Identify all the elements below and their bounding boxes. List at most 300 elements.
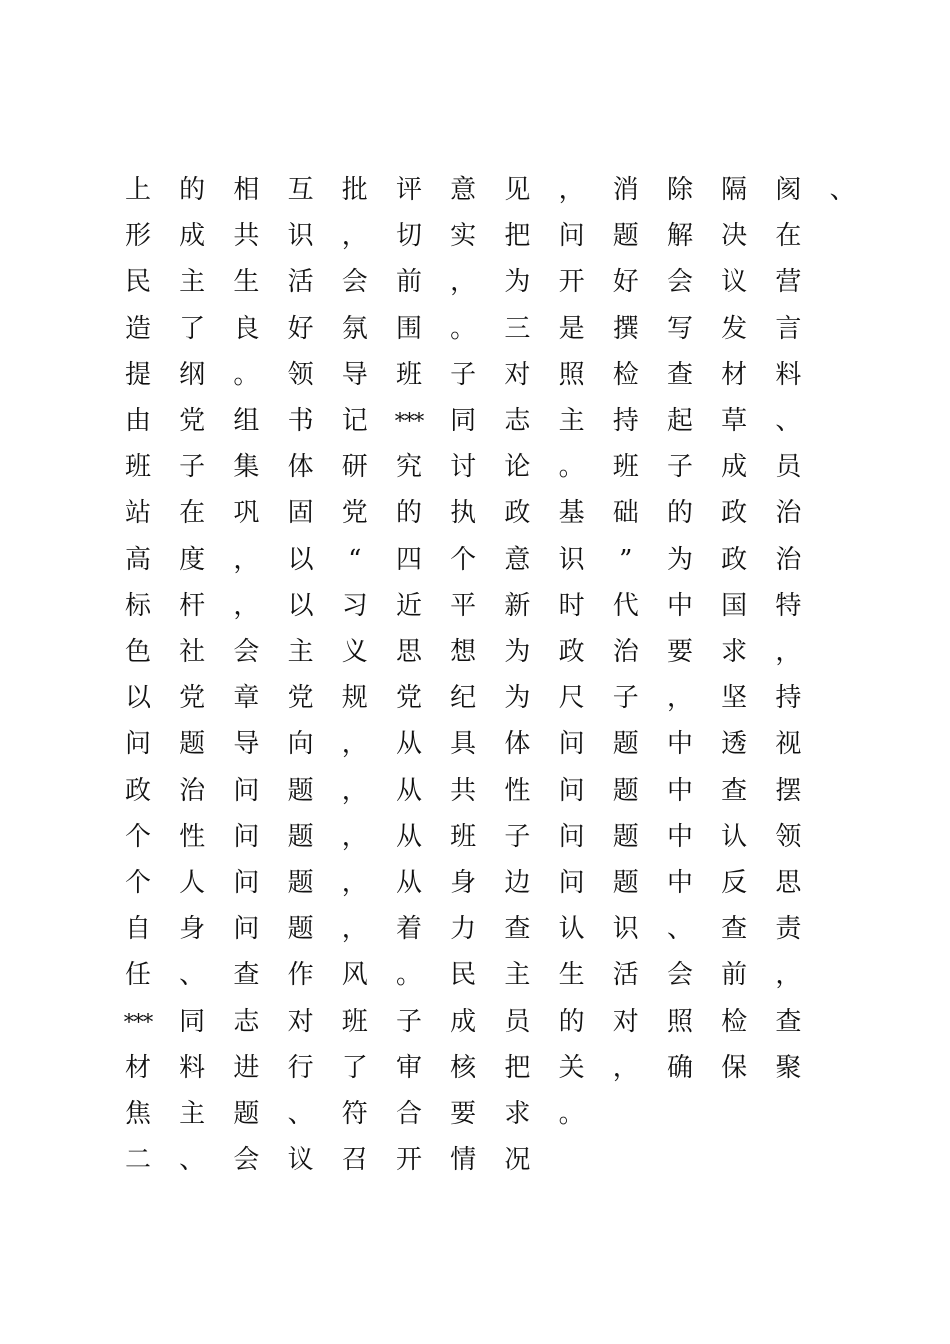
text-char: 、 — [179, 960, 206, 991]
text-char: 政 — [124, 775, 151, 806]
text-char: 视 — [775, 729, 802, 760]
text-char: 思 — [395, 637, 422, 667]
text-char: 着 — [395, 914, 422, 945]
text-char: 导 — [341, 359, 368, 390]
text-line — [0, 1002, 950, 1042]
text-char: 把 — [504, 1052, 531, 1083]
text-char: 为 — [666, 544, 693, 575]
text-char: 求 — [504, 1099, 531, 1129]
text-char: “ — [348, 544, 362, 575]
text-line — [0, 401, 950, 441]
text-char: 党 — [179, 683, 206, 714]
text-char: 人 — [179, 868, 206, 898]
text-char: 子 — [179, 452, 206, 483]
text-char: 色 — [124, 637, 151, 667]
text-char: 前 — [395, 267, 422, 298]
text-char: 要 — [450, 1099, 477, 1129]
text-char: 题 — [233, 1099, 260, 1129]
text-line — [0, 216, 950, 256]
text-char: 识 — [612, 914, 639, 945]
text-char: 隔 — [721, 175, 748, 205]
text-char: 透 — [721, 729, 748, 760]
text-char: 检 — [612, 359, 639, 390]
text-char: 党 — [341, 498, 368, 529]
text-char: 持 — [612, 406, 639, 436]
text-char: 志 — [504, 406, 531, 436]
text-line — [0, 1048, 950, 1088]
text-char: 开 — [558, 267, 585, 298]
text-char: 了 — [341, 1052, 368, 1083]
text-char: 上 — [124, 175, 151, 205]
text-char: 求 — [721, 637, 748, 667]
text-char: 消 — [612, 175, 639, 205]
text-char: 个 — [450, 544, 477, 575]
text-char: 从 — [395, 729, 422, 760]
text-char: *** — [123, 1009, 153, 1034]
text-char: 合 — [395, 1099, 422, 1129]
text-char: 子 — [504, 821, 531, 852]
text-char: 子 — [450, 359, 477, 390]
text-char: 的 — [666, 498, 693, 529]
text-char: 边 — [504, 868, 531, 898]
text-char: 照 — [666, 1006, 693, 1037]
text-char: 、 — [179, 1145, 206, 1176]
text-char: 个 — [124, 821, 151, 852]
text-char: 在 — [775, 221, 802, 252]
text-char: 治 — [775, 544, 802, 575]
text-char: 身 — [450, 868, 477, 898]
text-char: 子 — [395, 1006, 422, 1037]
text-char: 主 — [179, 267, 206, 298]
text-line — [0, 678, 950, 718]
text-char: 特 — [775, 590, 802, 621]
text-char: 解 — [666, 221, 693, 252]
text-char: 政 — [504, 498, 531, 529]
text-char: 决 — [721, 221, 748, 252]
text-char: 围 — [395, 313, 422, 344]
text-char: 体 — [504, 729, 531, 760]
text-char: 议 — [721, 267, 748, 298]
text-char: 习 — [341, 590, 368, 621]
text-char: 阂 — [775, 175, 802, 205]
text-char: 究 — [395, 452, 422, 483]
text-char: 问 — [558, 775, 585, 806]
text-char: 主 — [558, 406, 585, 436]
text-char: ， — [775, 960, 802, 991]
text-char: 焦 — [124, 1099, 151, 1129]
text-char: 良 — [233, 313, 260, 344]
text-char: ” — [619, 544, 633, 575]
text-char: 问 — [124, 729, 151, 760]
text-line — [0, 170, 950, 210]
text-char: 会 — [666, 267, 693, 298]
text-line — [0, 955, 950, 995]
text-char: 班 — [612, 452, 639, 483]
text-char: 中 — [666, 590, 693, 621]
text-char: 材 — [721, 359, 748, 390]
text-char: ， — [775, 637, 802, 667]
text-char: 党 — [287, 683, 314, 714]
text-char: 政 — [721, 498, 748, 529]
text-char: 治 — [612, 637, 639, 667]
text-char: 前 — [721, 960, 748, 991]
text-char: 认 — [558, 914, 585, 945]
text-char: 基 — [558, 498, 585, 529]
text-line — [0, 909, 950, 949]
text-char: 从 — [395, 868, 422, 898]
text-char: 为 — [504, 267, 531, 298]
text-char: 行 — [287, 1052, 314, 1083]
text-char: 以 — [287, 590, 314, 621]
text-char: 生 — [233, 267, 260, 298]
text-char: 召 — [341, 1145, 368, 1176]
text-char: 民 — [124, 267, 151, 298]
text-line — [0, 262, 950, 302]
text-char: 近 — [395, 590, 422, 621]
text-char: 材 — [124, 1052, 151, 1083]
text-char: 好 — [612, 267, 639, 298]
text-char: 中 — [666, 775, 693, 806]
text-char: 思 — [775, 868, 802, 898]
text-char: 。 — [558, 452, 585, 483]
text-char: 子 — [666, 452, 693, 483]
text-char: 领 — [287, 359, 314, 390]
text-char: 巩 — [233, 498, 260, 529]
text-char: 在 — [179, 498, 206, 529]
text-char: 具 — [450, 729, 477, 760]
text-char: 记 — [341, 406, 368, 436]
text-char: 主 — [179, 1099, 206, 1129]
text-char: 三 — [504, 313, 531, 344]
text-char: 础 — [612, 498, 639, 529]
text-char: 问 — [558, 221, 585, 252]
text-char: 共 — [450, 775, 477, 806]
text-char: 同 — [179, 1006, 206, 1037]
text-char: 中 — [666, 868, 693, 898]
text-char: ， — [341, 821, 368, 852]
text-char: 研 — [341, 452, 368, 483]
text-char: 题 — [612, 821, 639, 852]
text-char: 。 — [558, 1099, 585, 1129]
text-char: 新 — [504, 590, 531, 621]
text-char: ， — [233, 544, 260, 575]
text-char: 照 — [558, 359, 585, 390]
text-char: 时 — [558, 590, 585, 621]
text-char: 治 — [775, 498, 802, 529]
text-char: 问 — [233, 914, 260, 945]
text-char: 认 — [721, 821, 748, 852]
text-char: 为 — [504, 637, 531, 667]
text-char: 把 — [504, 221, 531, 252]
text-char: 平 — [450, 590, 477, 621]
text-char: 标 — [124, 590, 151, 621]
text-char: ， — [341, 775, 368, 806]
text-char: 查 — [666, 359, 693, 390]
text-char: 、 — [775, 406, 802, 436]
text-char: 料 — [179, 1052, 206, 1083]
text-char: 尺 — [558, 683, 585, 714]
text-char: 志 — [233, 1006, 260, 1037]
text-char: 意 — [450, 175, 477, 205]
text-char: 向 — [287, 729, 314, 760]
text-char: 同 — [450, 406, 477, 436]
text-char: 草 — [721, 406, 748, 436]
text-char: 固 — [287, 498, 314, 529]
text-char: 中 — [666, 821, 693, 852]
text-char: 会 — [666, 960, 693, 991]
text-char: ， — [341, 868, 368, 898]
text-char: 发 — [721, 313, 748, 344]
text-char: 批 — [341, 175, 368, 205]
text-char: 员 — [775, 452, 802, 483]
text-char: 政 — [558, 637, 585, 667]
text-char: 会 — [233, 1145, 260, 1176]
text-char: 言 — [775, 313, 802, 344]
text-char: 除 — [666, 175, 693, 205]
text-char: 国 — [721, 590, 748, 621]
text-char: 会 — [341, 267, 368, 298]
text-char: 主 — [504, 960, 531, 991]
text-char: 况 — [504, 1145, 531, 1176]
text-char: 相 — [233, 175, 260, 205]
text-char: 责 — [775, 914, 802, 945]
text-char: 体 — [287, 452, 314, 483]
text-char: 评 — [395, 175, 422, 205]
text-char: 活 — [287, 267, 314, 298]
text-char: 形 — [124, 221, 151, 252]
text-char: 党 — [179, 406, 206, 436]
text-char: 聚 — [775, 1052, 802, 1083]
text-char: 纲 — [179, 359, 206, 390]
text-char: 站 — [124, 498, 151, 529]
text-char: 问 — [233, 775, 260, 806]
text-char: 营 — [775, 267, 802, 298]
text-char: 以 — [124, 683, 151, 714]
text-char: 要 — [666, 637, 693, 667]
text-char: 二 — [124, 1145, 151, 1176]
text-char: 班 — [395, 359, 422, 390]
text-char: 题 — [287, 868, 314, 898]
text-char: 员 — [504, 1006, 531, 1037]
text-char: 符 — [341, 1099, 368, 1129]
text-char: 活 — [612, 960, 639, 991]
text-char: 从 — [395, 821, 422, 852]
text-char: 、 — [287, 1099, 314, 1129]
text-line — [0, 771, 950, 811]
text-char: 是 — [558, 313, 585, 344]
text-char: 写 — [666, 313, 693, 344]
text-char: 实 — [450, 221, 477, 252]
text-char: 意 — [504, 544, 531, 575]
text-char: 好 — [287, 313, 314, 344]
text-char: 坚 — [721, 683, 748, 714]
text-char: 。 — [233, 359, 260, 390]
text-char: 子 — [612, 683, 639, 714]
text-char: 查 — [233, 960, 260, 991]
text-char: ， — [341, 729, 368, 760]
text-char: 查 — [504, 914, 531, 945]
text-char: 、 — [829, 175, 856, 205]
text-char: 造 — [124, 313, 151, 344]
text-char: 的 — [395, 498, 422, 529]
text-char: 了 — [179, 313, 206, 344]
text-char: 班 — [450, 821, 477, 852]
text-char: 组 — [233, 406, 260, 436]
text-char: 确 — [666, 1052, 693, 1083]
text-char: 中 — [666, 729, 693, 760]
text-char: 撰 — [612, 313, 639, 344]
text-char: 的 — [179, 175, 206, 205]
text-char: ， — [341, 221, 368, 252]
text-char: 身 — [179, 914, 206, 945]
text-char: 、 — [666, 914, 693, 945]
text-char: 识 — [287, 221, 314, 252]
text-char: 民 — [450, 960, 477, 991]
text-line — [0, 540, 950, 580]
text-char: 任 — [124, 960, 151, 991]
text-char: 见 — [504, 175, 531, 205]
text-char: 问 — [233, 868, 260, 898]
text-char: 导 — [233, 729, 260, 760]
text-char: 识 — [558, 544, 585, 575]
text-char: 议 — [287, 1145, 314, 1176]
text-char: ， — [558, 175, 585, 205]
text-char: 生 — [558, 960, 585, 991]
text-char: 查 — [721, 914, 748, 945]
text-char: 摆 — [775, 775, 802, 806]
text-char: ， — [666, 683, 693, 714]
text-char: 共 — [233, 221, 260, 252]
text-line — [0, 1094, 950, 1134]
text-char: 作 — [287, 960, 314, 991]
text-char: 进 — [233, 1052, 260, 1083]
text-char: 性 — [504, 775, 531, 806]
text-char: 开 — [395, 1145, 422, 1176]
text-char: 题 — [612, 221, 639, 252]
text-char: 风 — [341, 960, 368, 991]
text-line — [0, 724, 950, 764]
text-char: 题 — [287, 775, 314, 806]
text-char: 由 — [124, 406, 151, 436]
text-char: 以 — [287, 544, 314, 575]
text-char: 力 — [450, 914, 477, 945]
text-line — [0, 863, 950, 903]
text-char: 党 — [395, 683, 422, 714]
text-char: 问 — [558, 821, 585, 852]
text-char: 问 — [233, 821, 260, 852]
text-char: 题 — [287, 914, 314, 945]
text-char: 为 — [504, 683, 531, 714]
text-line — [0, 817, 950, 857]
text-char: 班 — [341, 1006, 368, 1037]
text-char: 高 — [124, 544, 151, 575]
text-char: 问 — [558, 729, 585, 760]
text-char: 领 — [775, 821, 802, 852]
text-char: ， — [233, 590, 260, 621]
text-line — [0, 355, 950, 395]
text-char: 性 — [179, 821, 206, 852]
text-char: 持 — [775, 683, 802, 714]
text-char: 章 — [233, 683, 260, 714]
text-char: 主 — [287, 637, 314, 667]
text-char: 。 — [395, 960, 422, 991]
text-char: 题 — [179, 729, 206, 760]
text-char: 料 — [775, 359, 802, 390]
text-char: *** — [394, 409, 424, 433]
text-char: 题 — [612, 775, 639, 806]
text-char: 自 — [124, 914, 151, 945]
text-char: 氛 — [341, 313, 368, 344]
text-char: 成 — [721, 452, 748, 483]
text-char: 切 — [395, 221, 422, 252]
text-char: 集 — [233, 452, 260, 483]
text-char: 查 — [775, 1006, 802, 1037]
text-char: 提 — [124, 359, 151, 390]
text-char: 讨 — [450, 452, 477, 483]
text-char: 对 — [612, 1006, 639, 1037]
text-char: 政 — [721, 544, 748, 575]
text-char: 四 — [395, 544, 422, 575]
text-line — [0, 447, 950, 487]
text-line — [0, 493, 950, 533]
text-char: 度 — [179, 544, 206, 575]
text-char: 规 — [341, 683, 368, 714]
text-char: 想 — [450, 637, 477, 667]
text-char: 对 — [504, 359, 531, 390]
text-char: 问 — [558, 868, 585, 898]
text-char: 杆 — [179, 590, 206, 621]
text-char: 班 — [124, 452, 151, 483]
text-char: 保 — [721, 1052, 748, 1083]
text-char: 情 — [450, 1145, 477, 1176]
text-char: 题 — [612, 729, 639, 760]
text-char: 治 — [179, 775, 206, 806]
text-char: 的 — [558, 1006, 585, 1037]
text-line — [0, 632, 950, 672]
text-char: 成 — [179, 221, 206, 252]
text-char: 审 — [395, 1052, 422, 1083]
text-line — [0, 309, 950, 349]
text-line — [0, 1140, 950, 1180]
text-char: 执 — [450, 498, 477, 529]
text-char: 题 — [287, 821, 314, 852]
text-char: 起 — [666, 406, 693, 436]
text-char: 论 — [504, 452, 531, 483]
text-char: 。 — [450, 313, 477, 344]
text-char: 代 — [612, 590, 639, 621]
text-char: 互 — [287, 175, 314, 205]
text-char: 题 — [612, 868, 639, 898]
text-char: 查 — [721, 775, 748, 806]
text-char: ， — [341, 914, 368, 945]
text-char: ， — [612, 1052, 639, 1083]
text-char: 检 — [721, 1006, 748, 1037]
text-char: 成 — [450, 1006, 477, 1037]
text-char: 从 — [395, 775, 422, 806]
text-char: 纪 — [450, 683, 477, 714]
text-char: 关 — [558, 1052, 585, 1083]
text-char: 书 — [287, 406, 314, 436]
text-char: 会 — [233, 637, 260, 667]
text-char: ， — [450, 267, 477, 298]
text-char: 反 — [721, 868, 748, 898]
text-line — [0, 586, 950, 626]
text-char: 核 — [450, 1052, 477, 1083]
text-char: 社 — [179, 637, 206, 667]
text-char: 个 — [124, 868, 151, 898]
text-char: 对 — [287, 1006, 314, 1037]
text-char: 义 — [341, 637, 368, 667]
